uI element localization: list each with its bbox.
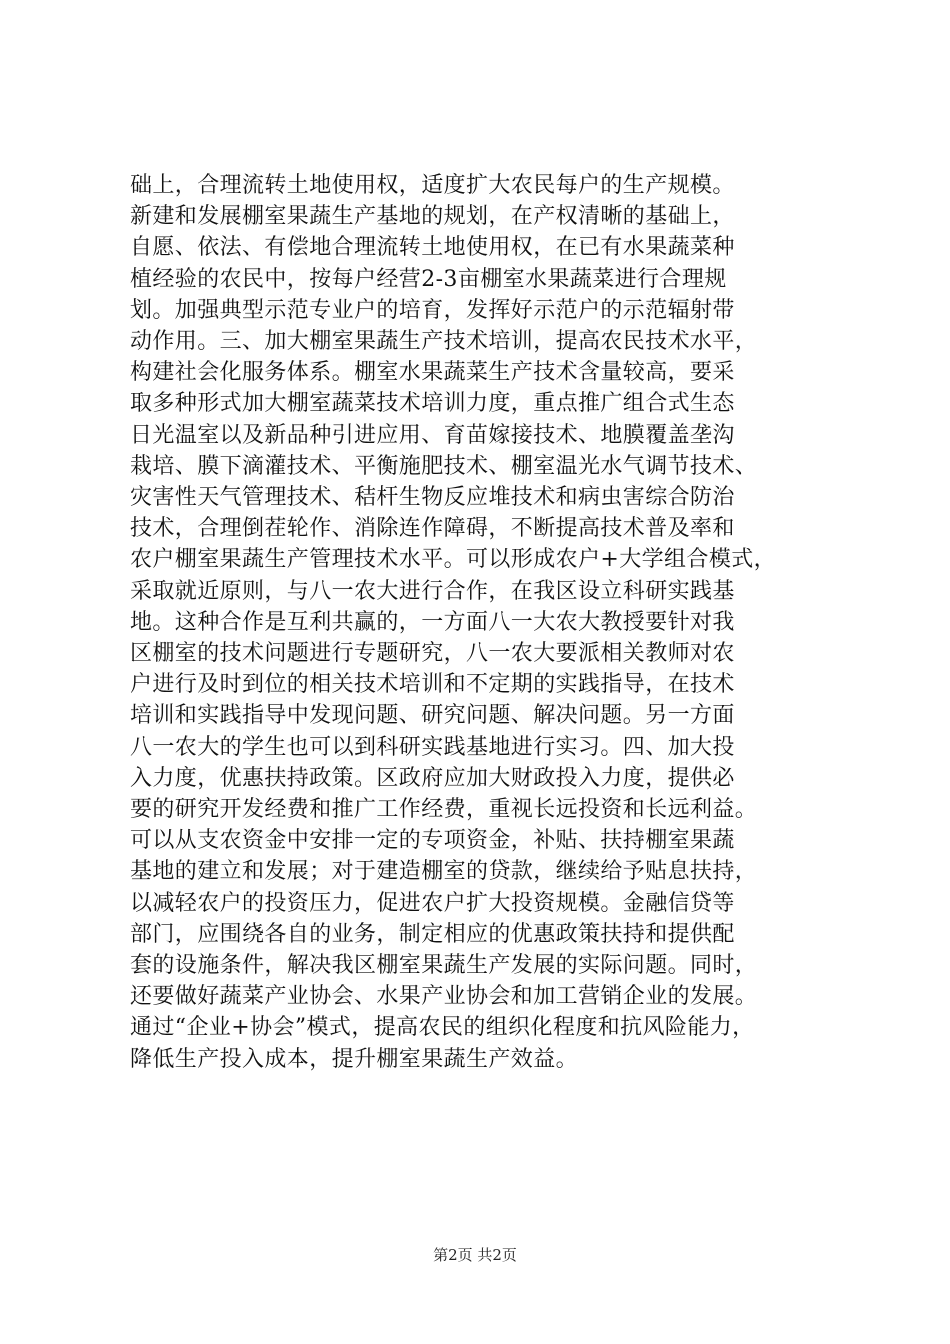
text-line: 取多种形式加大棚室蔬菜技术培训力度，重点推广组合式生态 [130, 391, 735, 417]
text-line: 降低生产投入成本，提升棚室果蔬生产效益。 [130, 1046, 579, 1072]
text-line: 地。这种合作是互利共赢的，一方面八一大农大教授要针对我 [130, 609, 735, 635]
text-line: 植经验的农民中，按每户经营2-3亩棚室水果蔬菜进行合理规 [130, 266, 727, 292]
text-line: 还要做好蔬菜产业协会、水果产业协会和加工营销企业的发展。 [130, 984, 758, 1010]
text-line: 八一农大的学生也可以到科研实践基地进行实习。四、加大投 [130, 734, 735, 760]
text-line: 基地的建立和发展；对于建造棚室的贷款，继续给予贴息扶持， [130, 859, 758, 885]
text-line: 构建社会化服务体系。棚室水果蔬菜生产技术含量较高，要采 [130, 360, 735, 386]
text-line: 套的设施条件，解决我区棚室果蔬生产发展的实际问题。同时， [130, 953, 758, 979]
page-footer [0, 1245, 950, 1265]
text-line: 区棚室的技术问题进行专题研究，八一农大要派相关教师对农 [130, 641, 735, 667]
text-line: 入力度，优惠扶持政策。区政府应加大财政投入力度，提供必 [130, 765, 735, 791]
text-line: 灾害性天气管理技术、秸杆生物反应堆技术和病虫害综合防治 [130, 485, 735, 511]
text-line: 动作用。三、加大棚室果蔬生产技术培训，提高农民技术水平， [130, 329, 758, 355]
text-line: 划。加强典型示范专业户的培育，发挥好示范户的示范辐射带 [130, 297, 735, 323]
text-line: 采取就近原则，与八一农大进行合作，在我区设立科研实践基 [130, 578, 735, 604]
text-line: 日光温室以及新品种引进应用、育苗嫁接技术、地膜覆盖垄沟 [130, 422, 735, 448]
text-line: 技术，合理倒茬轮作、消除连作障碍，不断提高技术普及率和 [130, 516, 735, 542]
body-paragraph [130, 170, 830, 1075]
page-number-label: 第2页 共2页 [433, 1246, 517, 1264]
text-line: 础上，合理流转土地使用权，适度扩大农民每户的生产规模。 [130, 173, 735, 198]
text-line: 部门，应围绕各自的业务，制定相应的优惠政策扶持和提供配 [130, 921, 735, 947]
text-line: 新建和发展棚室果蔬生产基地的规划，在产权清晰的基础上， [130, 204, 735, 230]
text-line: 通过“企业+协会”模式，提高农民的组织化程度和抗风险能力， [130, 1015, 755, 1041]
text-line: 可以从支农资金中安排一定的专项资金，补贴、扶持棚室果蔬 [130, 828, 735, 854]
text-line: 要的研究开发经费和推广工作经费，重视长远投资和长远利益。 [130, 797, 758, 823]
text-line: 栽培、膜下滴灌技术、平衡施肥技术、棚室温光水气调节技术、 [130, 453, 758, 479]
text-line: 户进行及时到位的相关技术培训和不定期的实践指导，在技术 [130, 672, 735, 698]
text-line: 自愿、依法、有偿地合理流转土地使用权，在已有水果蔬菜种 [130, 235, 735, 261]
text-line: 培训和实践指导中发现问题、研究问题、解决问题。另一方面 [130, 703, 735, 729]
text-line: 农户棚室果蔬生产管理技术水平。可以形成农户+大学组合模式， [130, 547, 777, 573]
text-line: 以减轻农户的投资压力，促进农户扩大投资规模。金融信贷等 [130, 890, 735, 916]
